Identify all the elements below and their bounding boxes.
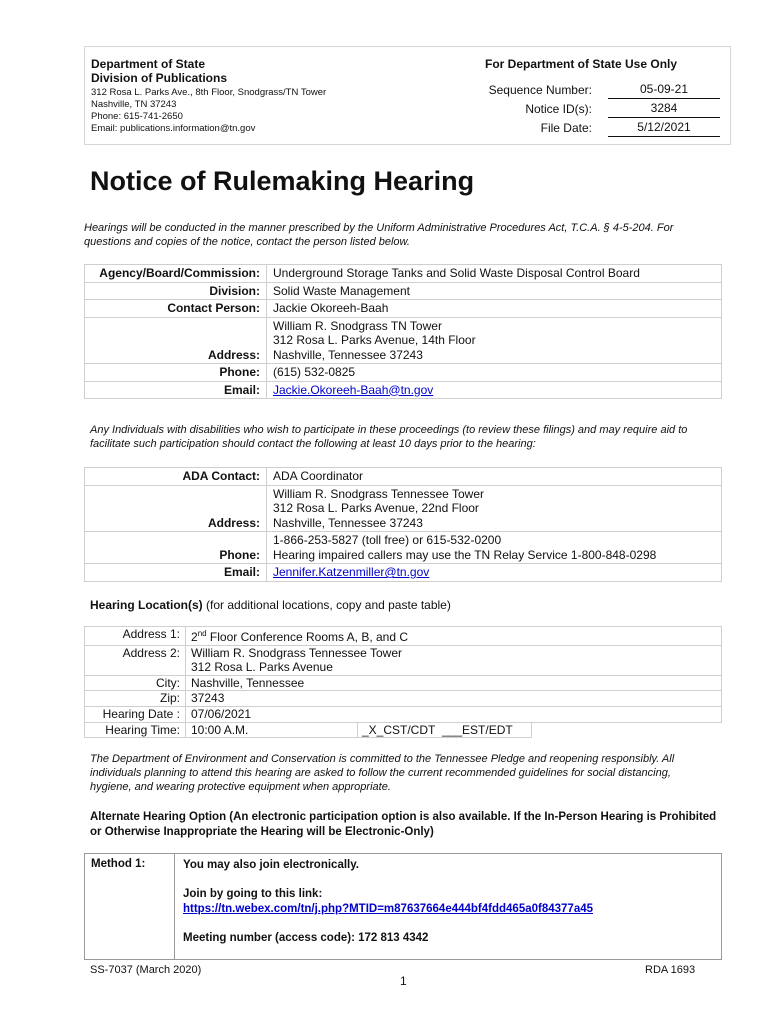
form-number: SS-7037 (March 2020)	[90, 964, 202, 976]
tz-cst-option[interactable]: _X_CST/CDT	[362, 722, 436, 737]
email-cell	[267, 381, 722, 399]
ada-email-cell	[267, 564, 722, 582]
address1-rest: Floor Conference Rooms A, B, and C	[206, 630, 409, 644]
rda-number: RDA 1693	[645, 964, 696, 976]
address1-value	[186, 627, 722, 646]
dept-name: Department of State	[91, 57, 206, 71]
ada-address-label: Address:	[85, 485, 267, 532]
ada-contact-value: ADA Coordinator	[267, 468, 722, 486]
page-title: Notice of Rulemaking Hearing	[90, 166, 475, 196]
publisher-address: 312 Rosa L. Parks Ave., 8th Floor, Snodgrass/TN Tower	[91, 87, 327, 98]
agency-label: Agency/Board/Commission:	[85, 265, 267, 283]
division-name: Division of Publications	[91, 71, 228, 85]
phone-value: (615) 532-0825	[267, 364, 722, 382]
address-line: 312 Rosa L. Parks Avenue, 14th Floor	[273, 333, 476, 347]
zip-label: Zip:	[85, 691, 186, 707]
pledge-note: The Department of Environment and Conservation is committed to the Tennessee Pledge and reopening responsibly. All individuals planning to attend this hearing are asked to follow the current recommended guidelines for social distancing, hygiene, and wearing protective equipment when appropriate.	[90, 753, 675, 793]
publisher-phone: Phone: 615-741-2650	[91, 111, 183, 122]
page-number: 1	[400, 974, 407, 988]
division-value: Solid Waste Management	[267, 282, 722, 300]
ada-address-line: Nashville, Tennessee 37243	[273, 515, 423, 530]
agency-table	[84, 264, 722, 399]
address1-sup: nd	[197, 629, 207, 638]
method-box	[84, 853, 722, 960]
sequence-label: Sequence Number:	[488, 83, 592, 97]
method-label: Method 1:	[85, 854, 175, 959]
ada-contact-label: ADA Contact:	[85, 468, 267, 486]
method-content	[183, 858, 593, 946]
sequence-row	[420, 81, 720, 99]
address-value	[267, 317, 722, 364]
ada-email-link[interactable]: Jennifer.Katzenmiller@tn.gov	[273, 565, 430, 579]
ada-address-value	[267, 485, 722, 532]
address1-num: 2	[191, 630, 198, 644]
zip-value: 37243	[186, 691, 722, 707]
file-date-field[interactable]: 5/12/2021	[608, 119, 720, 137]
email-label: Email:	[85, 381, 267, 399]
location-heading-note: (for additional locations, copy and paste table)	[202, 598, 451, 612]
contact-email-link[interactable]: Jackie.Okoreeh-Baah@tn.gov	[273, 382, 434, 397]
ada-email-label: Email:	[85, 564, 267, 582]
address2-line: William R. Snodgrass Tennessee Tower	[191, 645, 402, 660]
method-line2: Join by going to this link:	[183, 888, 323, 900]
location-table	[84, 626, 722, 738]
division-label: Division:	[85, 282, 267, 300]
state-use-header	[84, 46, 731, 145]
meeting-number: Meeting number (access code): 172 813 4342	[183, 932, 429, 944]
webex-link[interactable]: https://tn.webex.com/tn/j.php?MTID=m87637664e444bf4fdd465a0f84377a45	[183, 903, 594, 915]
address-line: Nashville, Tennessee 37243	[273, 347, 423, 362]
ada-phone-line: 1-866-253-5827 (toll free) or 615-532-0200	[273, 533, 502, 547]
address2-label: Address 2:	[85, 645, 186, 675]
hearing-time-value: 10:00 A.M.	[186, 722, 358, 738]
publisher-block	[91, 57, 411, 135]
ada-phone-value	[267, 532, 722, 564]
file-date-row	[420, 119, 720, 137]
tz-est-option[interactable]: ___EST/EDT	[442, 722, 513, 737]
location-heading-bold: Hearing Location(s)	[90, 598, 203, 612]
publisher-email: Email: publications.information@tn.gov	[91, 123, 256, 134]
address2-value	[186, 645, 722, 675]
ada-address-line: 312 Rosa L. Parks Avenue, 22nd Floor	[273, 501, 479, 515]
file-date-label: File Date:	[540, 121, 592, 135]
intro-note: Hearings will be conducted in the manner prescribed by the Uniform Administrative Procedures Act, T.C.A. § 4-5-204. For questions and copies of the notice, contact the person listed below.	[84, 222, 674, 248]
contact-value: Jackie Okoreeh-Baah	[267, 300, 722, 318]
phone-label: Phone:	[85, 364, 267, 382]
disability-note: Any Individuals with disabilities who wish to participate in these proceedings (to review these filings) and may require aid to facilitate such participation should contact the following at least 10 days prior to the hearing:	[90, 424, 688, 450]
notice-label: Notice ID(s):	[525, 102, 592, 116]
ada-table	[84, 467, 722, 582]
city-label: City:	[85, 675, 186, 691]
publisher-city: Nashville, TN 37243	[91, 99, 177, 110]
ada-phone-label: Phone:	[85, 532, 267, 564]
timezone-cell	[358, 722, 532, 738]
hearing-date-value: 07/06/2021	[186, 706, 722, 722]
contact-label: Contact Person:	[85, 300, 267, 318]
hearing-date-label: Hearing Date :	[85, 706, 186, 722]
ada-phone-line: Hearing impaired callers may use the TN Relay Service 1-800-848-0298	[273, 547, 657, 562]
notice-row	[420, 100, 720, 118]
city-value: Nashville, Tennessee	[186, 675, 722, 691]
alternate-option: Alternate Hearing Option (An electronic participation option is also available. If the In-Person Hearing is Prohibited or Otherwise Inappropriate the Hearing will be Electronic-Only)	[90, 811, 717, 838]
agency-value: Underground Storage Tanks and Solid Waste Disposal Control Board	[267, 265, 722, 283]
address1-label: Address 1:	[85, 627, 186, 646]
address2-line: 312 Rosa L. Parks Avenue	[191, 660, 333, 675]
state-use-title: For Department of State Use Only	[485, 57, 678, 71]
address-label: Address:	[85, 317, 267, 364]
method-line1: You may also join electronically.	[183, 859, 359, 871]
notice-field[interactable]: 3284	[608, 100, 720, 118]
location-heading	[90, 598, 451, 612]
ada-address-line: William R. Snodgrass Tennessee Tower	[273, 486, 484, 501]
hearing-time-label: Hearing Time:	[85, 722, 186, 738]
address-line: William R. Snodgrass TN Tower	[273, 318, 442, 333]
sequence-field[interactable]: 05-09-21	[608, 81, 720, 99]
empty-cell	[532, 722, 722, 738]
